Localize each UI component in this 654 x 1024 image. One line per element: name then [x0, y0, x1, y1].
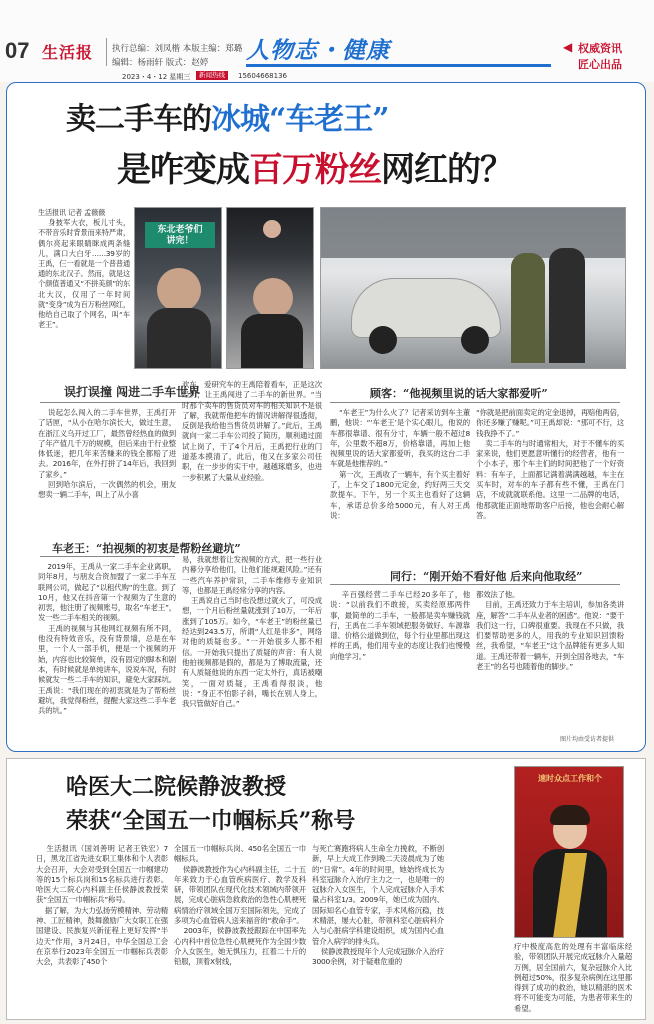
sec4-col1: 辛百强经营二手车已经20多年了，他说：“以前我们不敢接，买卖经原那两件事，最简单的二手车，一般都是卖车赚钱就行，王禹在二手车领域把服务做好、车源靠谱、价格公道做到位，每个行业里都出现这样的王禹，他们用专业的态度让我们也慢慢向他学习。”	[330, 590, 470, 661]
person-hair	[550, 805, 590, 825]
paper-logo: 生活报	[42, 43, 94, 62]
portrait-photo	[514, 766, 624, 938]
slogan-2: 匠心出品	[578, 59, 622, 71]
sec2-col1: 2019年，王禹从一家二手车企业离职，同年8月，与朋友合资加盟了一家二手车互联网公司，做起了“以租代购”的生意。到了10月，他又在抖音第一个视频为了生意的初衷，他注册了视频账号，取名“车老王”，发一些二手车相关的视频。 王禹的视频与其他网红视频有所不同，他没有特效音乐，没有背景墙，总是在车里，一个人一部手机，便是一个视频的开始，内容也比较简单，没有固定的脚本和剧本，有时候就是单纯讲车，说说车况，有时候就发一些二手车的知识，避免大家踩坑。王禹说：“我们现在的初衷就是为了帮粉丝避坑，我觉得粉丝，提醒大家这些二手车老兵的坑。”	[38, 562, 176, 716]
section-rule-4	[330, 584, 620, 585]
photo-credit: 图片均由受访者提供	[560, 736, 615, 743]
section-title: 人物志・健康	[246, 37, 390, 64]
headline-black-part-2a: 是咋变成	[117, 150, 249, 190]
phone-screenshot-1	[134, 207, 222, 369]
section-heading-1: 误打误撞 闯进二手车世界	[64, 385, 201, 399]
section-rule-3	[330, 402, 620, 403]
sec3-col1: “车老王”为什么火了？记者采访到车主董鹏，他说：“‘车老王’是个实心眼儿，他说的车都很靠谱、很有分寸，车辆一般不超过8年，公里数不超8万，价格靠谱，再加上他视频里说的话大家都爱听，我买的这台二手车就是他推荐的。” 第一次，王禹收了一辆车，有个买主着好了，上车交了1800元定金，约好两三天交款提车。下午，另一个买主也看好了这辆车，承诺总价多给5000元，有人对王禹说：	[330, 408, 470, 520]
sec2-col2: 易，我就想着让发视频的方式，把一些行业内幕分享给他们，让他们能规避风险。”还有一些汽车养护常识，二手车维修专业知识等，也都是王禹经常分享的内容。 王禹说自己当时也没想过就火了，可没成想，一个月后粉丝量就涨到了10万，一年后涨到了105万。如今，“车老王”的粉丝量已经达到243.5万，所谓“人红是非多”，网络对他的质疑也多。“一开始很多人都不相信。一开始我只提出了质疑的声音：有人说他拍视频都是假的，都是为了博取流量，还有人质疑他说的东西一定太外行，真话被嘲笑，一面对质疑，王禹看得很淡，他说：“身正不怕影子斜，嘴长在别人身上，我只管做好自己。”	[182, 555, 322, 709]
section-heading-4: 同行：“刚开始不看好他 后来向他取经”	[390, 570, 583, 583]
profile-avatar	[263, 220, 281, 238]
car-wheel-right	[461, 326, 489, 354]
person-silhouette	[157, 268, 201, 312]
headline-blue-part: 冰城“车老王”	[211, 102, 389, 137]
hotline-number: 15604668136	[238, 72, 287, 80]
story1-headline-line2	[117, 142, 513, 191]
person-right	[549, 248, 585, 363]
section-heading-2: 车老王：“拍视频的初衷是帮粉丝避坑”	[52, 542, 241, 555]
story2-col2: 全国五一巾帼标兵岗、450名全国五一巾帼标兵。 侯静波教授作为心内科副主任，二十五年来致力于心血管疾病医疗、教学及科研，带领团队在现代化技术领域内带领开展，完成心脏病急救救治的急性心肌梗死病情治疗领域全国万至国际领先，完成了多项为心血管病人送来福音的“救命手”。 2003年，侯静波教授跟踪在中国率先心内科中首位急性心肌梗死作为全国少数介入女医生，她无惧压力，扛着二十斤的铅服，顶着X射线，	[174, 844, 306, 967]
header-blue-rule	[246, 64, 551, 67]
headline-black-part: 卖二手车的	[66, 102, 211, 137]
portrait-banner-text: 速时众点工作和个	[538, 773, 602, 783]
headline-red-part: 百万粉丝	[249, 150, 381, 190]
story2-headline-2: 荣获“全国五一巾帼标兵”称号	[66, 808, 356, 834]
sec1-col2: 欢车，爱研究车的王禹陪着看车，正是这次经历，让王禹闯进了二手车的新世界。“当时那个卖车的售货员对车的相关知识不是很了解，我就帮他把车的情况讲解得很透彻，反倒是我给他当售货员讲解了。”此后，王禹就向一家二手车公司投了简历，顺利通过面试上岗了，干了4个月后，王禹把行业的门道基本摸清了，此后，他又在多家公司任职，在一步步的实干中，越越琢磨多，也进一步积累了大量从业经验。	[182, 380, 322, 482]
headline-black-part-2b: 网红的？	[381, 150, 513, 190]
editor-credits-1: 执行总编：刘凤楷 本版主编：郑璐	[112, 44, 243, 54]
header-divider	[106, 38, 107, 66]
sec4-col2: 都效法了他。 目前，王禹还致力于车主培训，参加各类讲座，解答“二手车从业者的困惑”。他说：“要干我们这一行，口碑很重要。我现在不只做，我们要帮助更多的人，用我的专业知识回馈粉丝，我希望，“车老王”这个品牌能有更多人知道。王禹还带着一辆车，开到全国各地去，“车老王”的名号也随着他的脚步。”	[476, 590, 624, 672]
person-body	[241, 314, 303, 369]
car-photo	[320, 207, 626, 369]
car-wheel-left	[369, 326, 397, 354]
person-body	[147, 308, 211, 369]
story2-headline-1: 哈医大二院候静波教授	[66, 774, 287, 800]
slogan-1: 权威资讯	[578, 43, 622, 55]
story2-col1: 生活报讯（国刘善明 记者王铁宏）7日，黑龙江省先进女职工集体和个人表彰大会召开，大会对受到全国五一巾帼建功等的15个标兵岗和15名标兵进行表彰。哈医大二院心内科副主任侯静波教授荣获“全国五一巾帼标兵”称号。 据了解，为大力弘扬劳模精神、劳动精神、工匠精神，鼓舞激励广大女职工在强国建设、民族复兴新征程上更好发挥“半边天”作用，3月24日，中华全国总工会在京举行2023年全国五一巾帼标兵表彰大会，共表彰了450个	[36, 844, 168, 967]
section-heading-3: 顾客：“他视频里说的话大家都爱听”	[370, 387, 548, 400]
date-line: 2023・4・12 星期三	[122, 73, 191, 81]
person-face	[253, 278, 293, 318]
sec1-col1: 说起怎么闯入的二手车世界，王禹打开了话匣，“从小在哈尔滨长大，做过生意，在浙江义乌开过工厂，最然曾经热血的做到了年产值几千万的规模，但后来由于行业整体低迷，把几年来苦赚来的钱全都赔了进去。2016年，在外打拼了14年后，我回到了家乡。” 回到哈尔滨后，一次偶然的机会，朋友想卖一辆二手车，叫上了从小喜	[38, 408, 176, 500]
sec3-col2: “你就是把前面卖定的定金退掉，再赔他两倍，你还多赚了赚呢。”可王禹却说：“那可不行，这钱我挣不了。” 卖二手车的与时通常相大，对于不懂车的买家来说，他们更愿意听懂行的经营者，他有一个小本子，那个车主们的时间把他了一个好资料：有车子，上面都记满着满满越越，车主在买车时，对车的车子都有些不懂，王禹在门店，不成就就联系他。这里一二品牌的电话，他那就能正面地帮助客户后接，他也会耐心解答。	[476, 408, 624, 520]
phone-screenshot-2	[226, 207, 314, 369]
page-header	[0, 0, 654, 82]
story1-headline-line1	[66, 94, 389, 138]
story1-lead: 生活报讯 记者 孟薇薇 身披军大衣，板儿寸头，不带音乐时背景而来特严肃，偶尔亮起来眼睛眯成两条缝儿，满口大白牙……39岁的王禹，仨一看就是一个普普通通的东北汉子。然而，就是这个颜值普通又“不拼美颜”的东北大汉，仅用了一年时间就“变身”成为百万粉丝网红，他给自己取了个网名，叫“车老王”。	[38, 208, 130, 330]
arrow-left-icon: ◀	[563, 40, 573, 54]
editor-credits-2: 编辑：杨雨轩 版式：赵婷	[112, 58, 209, 68]
story2-col3: 与死亡赛跑将病人生命全力挽救，不断创新，早上大成工作到晚二天凌晨成为了她的“日常”。4年的时间里，她始终成长为科室冠脉介入治疗主力之一，也是唯一的冠脉介入女医生，个人完成冠脉介入手术量占科室1/3。2009年，她已成为国内、国际知名心血管专家，手术风格沉稳，技术精湛，屡大心脏，带领科室心脏病科介入与心脏病学科建设组织，成为国内心血管介入病学的排头兵。 侯静波教授现年个人完成冠脉介入治疗3000余例，对于疑难危重的	[312, 844, 444, 967]
page-number: 07	[5, 38, 30, 63]
section-rule-2	[40, 556, 175, 557]
phone-overlay-caption: 东北老爷们 讲完！	[145, 222, 215, 248]
story2-col4: 疗中极度高危的处理有丰富临床经验，带领团队开展完成冠脉介入量超万例，居全国前六，复杂冠脉介入比例超过50%，很多复杂病例在这里都得到了成功的救治，她以精湛的医术将不可能变为可能，为患者带来生的希望。	[514, 942, 632, 1013]
hotline-badge: 新闻热线	[196, 71, 228, 80]
person-left	[511, 253, 545, 363]
